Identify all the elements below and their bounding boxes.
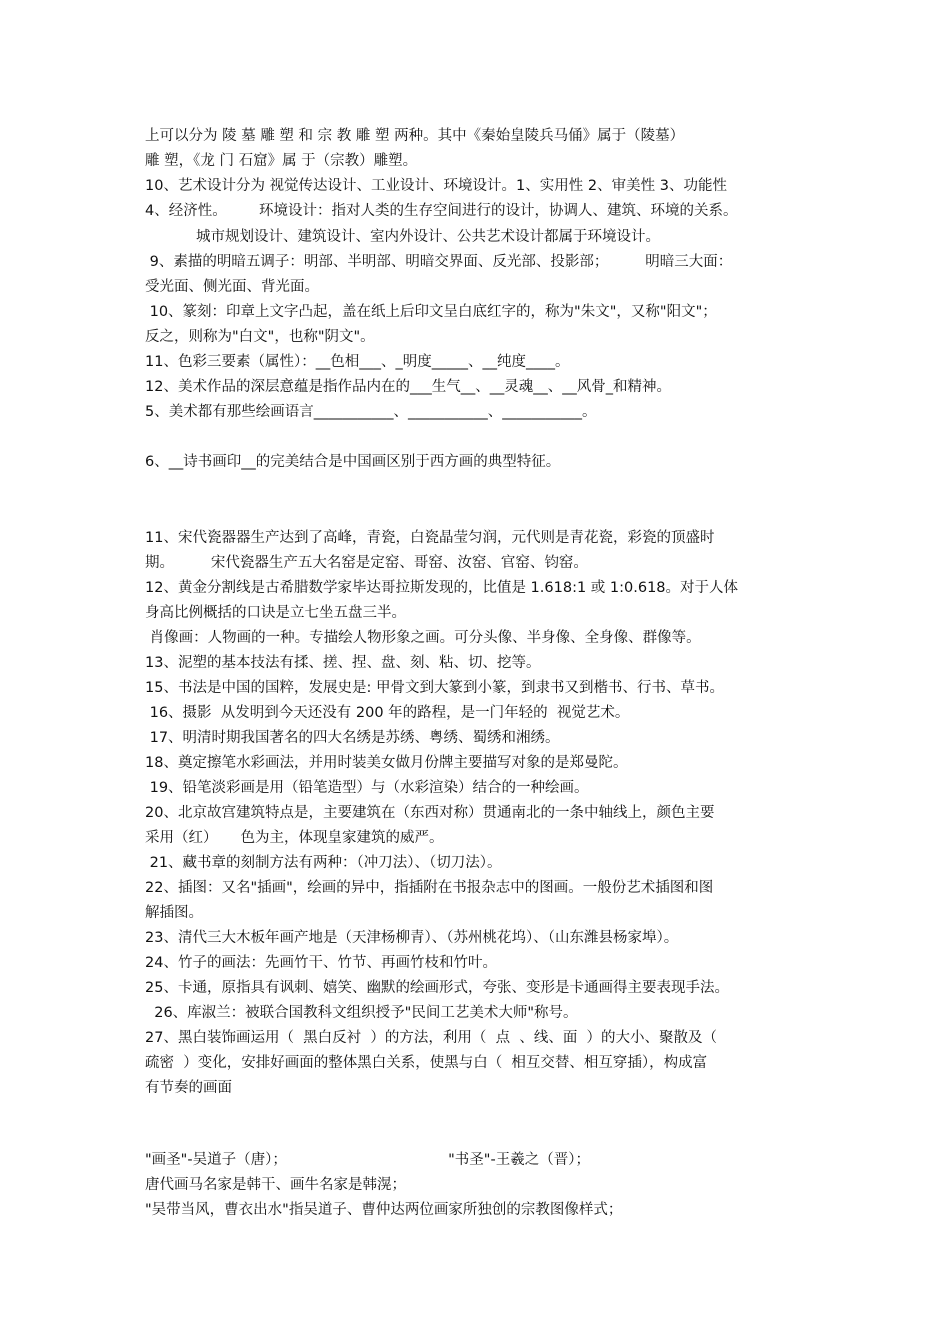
text-line: 17、明清时期我国著名的四大名绣是苏绣、粤绣、蜀绣和湘绣。 <box>145 730 560 746</box>
text-line: 肖像画：人物画的一种。专描绘人物形象之画。可分头像、半身像、全身像、群像等。 <box>145 630 701 646</box>
text-line: 9、素描的明暗五调子：明部、半明部、明暗交界面、反光部、投影部； 明暗三大面： <box>145 254 733 270</box>
text-line: 疏密 ）变化，安排好画面的整体黑白关系，使黑与白（ 相互交替、相互穿插），构成富 <box>145 1055 708 1071</box>
text-line: 4、经济性。 环境设计：指对人类的生存空间进行的设计，协调人、建筑、环境的关系。 <box>145 203 738 219</box>
text-line: 24、竹子的画法：先画竹干、竹节、再画竹枝和竹叶。 <box>145 955 497 971</box>
text-line: 23、清代三大木板年画产地是（天津杨柳青）、（苏州桃花坞）、（山东潍县杨家埠）。 <box>145 930 679 946</box>
text-line: 16、摄影 从发明到今天还没有 200 年的路程，是一门年轻的 视觉艺术。 <box>145 705 630 721</box>
text-line: "画圣"-吴道子（唐）； "书圣"-王羲之（晋）； <box>145 1152 590 1168</box>
text-line: 25、卡通，原指具有讽刺、嬉笑、幽默的绘画形式，夸张、变形是卡通画得主要表现手法。 <box>145 980 729 996</box>
text-line: 12、美术作品的深层意蕴是指作品内在的___生气__、__灵魂__、__风骨_和精神。 <box>145 379 671 395</box>
text-line: "吴带当风，曹衣出水"指吴道子、曹仲达两位画家所独创的宗教图像样式； <box>145 1202 623 1218</box>
text-line: 有节奏的画面 <box>145 1080 232 1096</box>
text-line: 5、美术都有那些绘画语言___________、___________、___________。 <box>145 404 597 420</box>
text-line: 6、__诗书画印__的完美结合是中国画区别于西方画的典型特征。 <box>145 454 561 470</box>
text-line: 10、艺术设计分为 视觉传达设计、工业设计、环境设计。1、实用性 2、审美性 3、功能性 <box>145 178 727 194</box>
text-line: 27、黑白装饰画运用（ 黑白反衬 ）的方法，利用（ 点 、线、面 ）的大小、聚散及（ <box>145 1030 718 1046</box>
text-line: 13、泥塑的基本技法有揉、搓、捏、盘、刻、粘、切、挖等。 <box>145 655 541 671</box>
text-line: 城市规划设计、建筑设计、室内外设计、公共艺术设计都属于环境设计。 <box>196 229 660 245</box>
text-line: 11、宋代瓷器器生产达到了高峰，青瓷，白瓷晶莹匀润，元代则是青花瓷，彩瓷的顶盛时 <box>145 530 715 546</box>
text-line: 10、篆刻：印章上文字凸起，盖在纸上后印文呈白底红字的，称为"朱文"，又称"阳文"； <box>145 304 717 320</box>
text-line: 21、藏书章的刻制方法有两种：（冲刀法）、（切刀法）。 <box>145 855 502 871</box>
text-line: 身高比例概括的口诀是立七坐五盘三半。 <box>145 605 406 621</box>
text-line: 受光面、侧光面、背光面。 <box>145 279 319 295</box>
text-line: 22、插图：又名"插画"，绘画的异中，指插附在书报杂志中的图画。一般份艺术插图和图 <box>145 880 714 896</box>
text-line: 解插图。 <box>145 905 203 921</box>
text-line: 唐代画马名家是韩干、画牛名家是韩滉； <box>145 1177 406 1193</box>
text-line: 18、奠定擦笔水彩画法，并用时装美女做月份牌主要描写对象的是郑曼陀。 <box>145 755 628 771</box>
text-line: 上可以分为 陵 墓 雕 塑 和 宗 教 雕 塑 两种。其中《秦始皇陵兵马俑》属于（陵墓） <box>145 128 685 144</box>
text-line: 26、库淑兰：被联合国教科文组织授予"民间工艺美术大师"称号。 <box>145 1005 578 1021</box>
text-line: 15、书法是中国的国粹，发展史是: 甲骨文到大篆到小篆，到隶书又到楷书、行书、草书。 <box>145 680 724 696</box>
text-line: 20、北京故宫建筑特点是，主要建筑在（东西对称）贯通南北的一条中轴线上，颜色主要 <box>145 805 715 821</box>
text-line: 反之，则称为"白文"，也称"阴文"。 <box>145 329 375 345</box>
text-line: 期。 宋代瓷器生产五大名窑是定窑、哥窑、汝窑、官窑、钧窑。 <box>145 555 588 571</box>
text-line: 11、色彩三要素（属性）：__色相___、_明度_____、__纯度____。 <box>145 354 570 370</box>
text-line: 19、铅笔淡彩画是用（铅笔造型）与（水彩渲染）结合的一种绘画。 <box>145 780 589 796</box>
text-line: 采用（红） 色为主，体现皇家建筑的威严。 <box>145 830 444 846</box>
text-line: 雕 塑，《龙 门 石窟》属 于（宗教）雕塑。 <box>145 153 418 169</box>
text-line: 12、黄金分割线是古希腊数学家毕达哥拉斯发现的，比值是 1.618:1 或 1:0.618。对于人体 <box>145 580 739 596</box>
